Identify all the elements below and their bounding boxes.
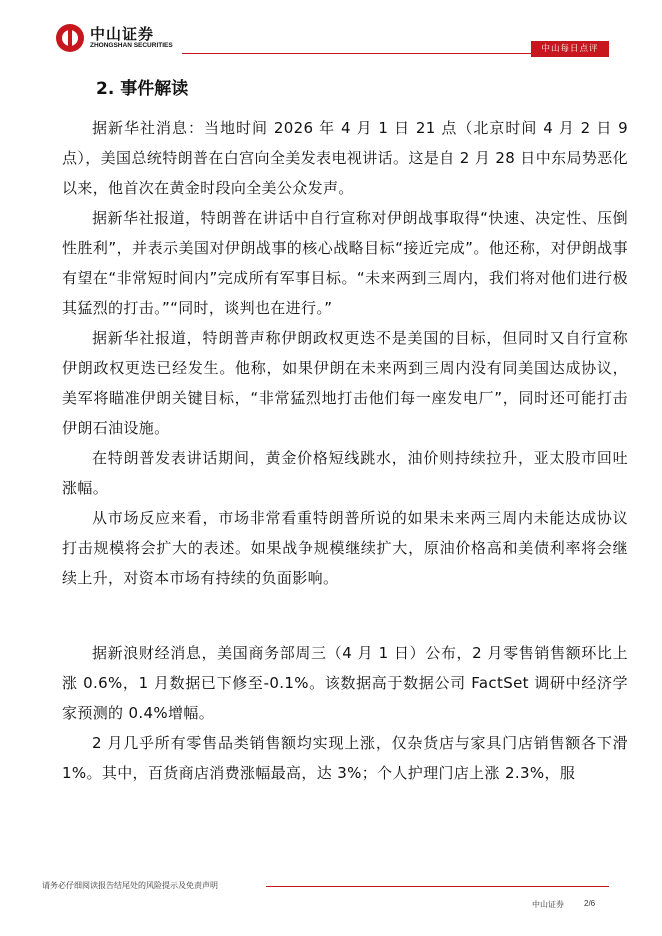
logo-mark-icon — [56, 24, 84, 52]
paragraph: 据新浪财经消息，美国商务部周三（4 月 1 日）公布，2 月零售销售额环比上涨 0.6%，1 月数据已下修至-0.1%。该数据高于数据公司 FactSet 调研中经济学家预测的 0.4%增幅。 — [62, 644, 628, 722]
paragraph-gap — [62, 593, 628, 638]
header-divider — [182, 53, 531, 54]
section-title: 2. 事件解读 — [96, 79, 189, 99]
report-type-tag: 中山每日点评 — [531, 41, 609, 57]
paragraph: 据新华社消息：当地时间 2026 年 4 月 1 日 21 点（北京时间 4 月 2 日 9 点），美国总统特朗普在白宫向全美发表电视讲话。这是自 2 月 28 日中东局势恶化以来，他首次在黄金时段向全美公众发声。 — [62, 119, 628, 197]
paragraph: 据新华社报道，特朗普在讲话中自行宣称对伊朗战事取得“快速、决定性、压倒性胜利”，并表示美国对伊朗战事的核心战略目标“接近完成”。他还称，对伊朗战事有望在“非常短时间内”完成所有军事目标。“未来两到三周内，我们将对他们进行极其猛烈的打击。”“同时，谈判也在进行。” — [62, 209, 628, 317]
paragraph: 在特朗普发表讲话期间，黄金价格短线跳水，油价则持续拉升，亚太股市回吐涨幅。 — [62, 449, 628, 497]
disclaimer-note: 请务必仔细阅读报告结尾处的风险提示及免责声明 — [42, 881, 218, 890]
footer-divider — [266, 886, 609, 887]
company-logo — [56, 22, 176, 58]
paragraph: 据新华社报道，特朗普声称伊朗政权更迭不是美国的目标，但同时又自行宣称伊朗政权更迭已经发生。他称，如果伊朗在未来两到三周内没有同美国达成协议，美军将瞄准伊朗关键目标，“非常猛烈地打击他们每一座发电厂”，同时还可能打击伊朗石油设施。 — [62, 329, 628, 437]
page-number: 2/6 — [584, 899, 596, 908]
logo-chinese-name: 中山证券 — [90, 25, 155, 43]
paragraph: 2 月几乎所有零售品类销售额均实现上涨，仅杂货店与家具门店销售额各下滑 1%。其中，百货商店消费涨幅最高，达 3%；个人护理门店上涨 2.3%，服 — [62, 734, 628, 782]
page-header — [0, 0, 662, 70]
logo-english-name: ZHONGSHAN SECURITIES — [90, 42, 173, 49]
paragraph: 从市场反应来看，市场非常看重特朗普所说的如果未来两三周内未能达成协议打击规模将会扩大的表述。如果战争规模继续扩大，原油价格高和美债利率将会继续上升，对资本市场有持续的负面影响。 — [62, 509, 628, 587]
footer-firm-name: 中山证券 — [532, 900, 564, 909]
article-body — [62, 113, 628, 788]
